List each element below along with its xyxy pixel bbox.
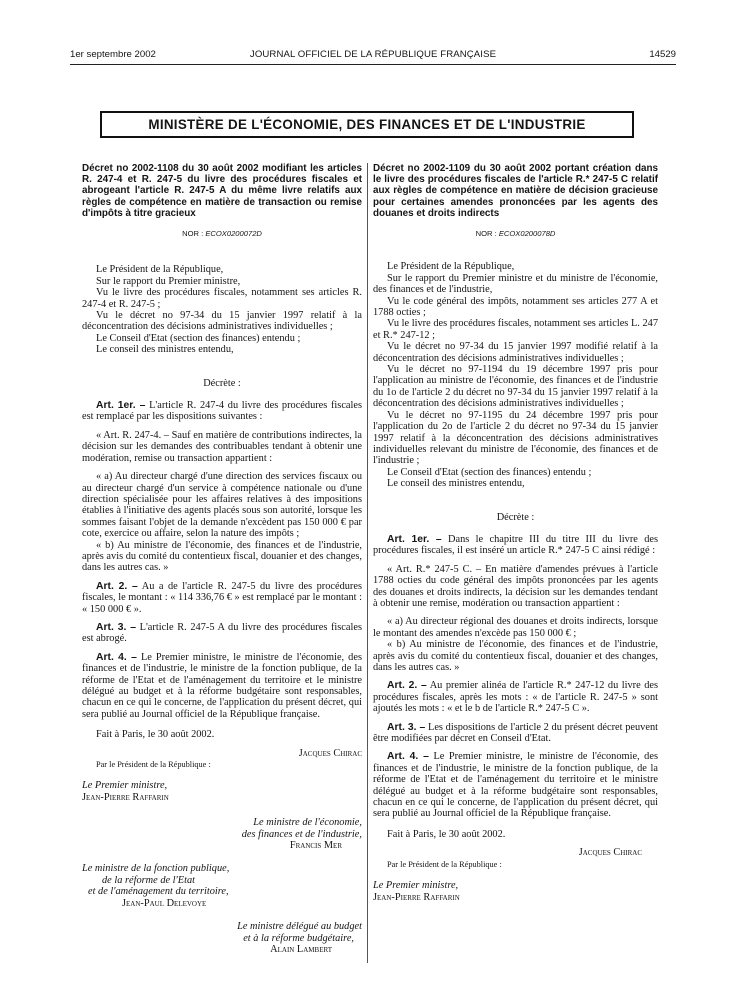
intro-line: Vu le décret no 97-34 du 15 janvier 1997 relatif à la déconcentration des décisions administratives individuelles ; — [82, 310, 362, 333]
par-le-president: Par le Président de la République : — [387, 859, 502, 869]
article-1: Art. 1er. – L'article R. 247-4 du livre des procédures fiscales est remplacé par les dispositions suivantes : — [82, 400, 363, 423]
article-2-label: Art. 2. – — [387, 680, 427, 692]
pm-name: Jean-Pierre Raffarin — [82, 791, 169, 803]
intro-line: Vu le décret no 97-1194 du 19 décembre 1997 pris pour l'application au ministre de l'économie, des finances et de l'industrie du 1o de l'article 2 du décret no 97-34 du 15 janvier 1997 relatif à la déconcentration des décisions administratives individuelles ; — [373, 364, 658, 410]
intro-line: Vu le livre des procédures fiscales, notamment ses articles L. 247 et R.* 247-12 ; — [373, 318, 658, 341]
article-1-para: « a) Au directeur régional des douanes et droits indirects, lorsque le montant des amendes n'excède pas 150 000 € ; — [373, 616, 658, 639]
intro-line: Le Conseil d'Etat (section des finances) entendu ; — [96, 332, 301, 344]
article-1-label: Art. 1er. – — [96, 400, 146, 412]
article-1: Art. 1er. – Dans le chapitre III du titre III du livre des procédures fiscales, il est inséré un article R.* 247-5 C ainsi rédigé : — [373, 533, 658, 557]
decree-title: Décret no 2002-1108 du 30 août 2002 modifiant les articles R. 247-4 et R. 247-5 du livre des procédures fiscales et abrogeant l'article R. 247-5 A du même livre relatifs aux règles de compétence en matière de transaction ou remise d'impôts à titre gracieux — [82, 163, 362, 219]
ministry-title: MINISTÈRE DE L'ÉCONOMIE, DES FINANCES ET DE L'INDUSTRIE — [148, 117, 586, 132]
article-4-label: Art. 4. – — [96, 651, 137, 663]
page-number: 14529 — [649, 49, 676, 60]
decree-left — [82, 163, 362, 955]
article-4-label: Art. 4. – — [387, 751, 429, 763]
nor-reference — [82, 228, 362, 239]
pm-title: Le Premier ministre, — [82, 780, 168, 792]
intro-line: Vu le livre des procédures fiscales, notamment ses articles R. 247-4 et R. 247-5 ; — [82, 287, 362, 310]
article-2: Art. 2. – Au premier alinéa de l'article R.* 247-12 du livre des procédures fiscales, après les mots : « de l'article R. 247-5 » sont ajoutés les mots : « et le b de l'article R.* 247-5 C ». — [373, 680, 658, 715]
fp-signature: Le ministre de la fonction publique, de la réforme de l'Etat et de l'aménagement du territoire, Jean-Paul Delevoye — [82, 863, 230, 909]
intro-line: Le Président de la République, — [387, 261, 515, 273]
par-le-president: Par le Président de la République : — [96, 760, 211, 770]
intro-line: Vu le code général des impôts, notamment ses articles 277 A et 1788 octies ; — [373, 295, 658, 319]
article-4: Art. 4. – Le Premier ministre, le ministre de l'économie, des finances et de l'industrie, le ministre de la fonction publique, de la réforme de l'Etat et de l'aménagement du territoire et le ministre délégué au budget et à la réforme budgétaire sont responsables, chacun en ce qui le concerne, de l'application du présent décret, qui sera publié au Journal officiel de la République française. — [82, 651, 362, 720]
intro-line: Vu le décret no 97-1195 du 24 décembre 1997 pris pour l'application du 2o de l'article 2 du décret no 97-34 du 15 janvier 1997 relatif à la déconcentration des décisions administratives individuelles relevant du ministre de l'économie, des finances et de l'industrie ; — [373, 409, 658, 467]
article-1-para: « b) Au ministre de l'économie, des finances et de l'industrie, après avis du comité du contentieux fiscal, douanier et des changes, dans les autres cas. » — [82, 539, 362, 574]
budget-signature: Le ministre délégué au budget et à la réforme budgétaire, Alain Lambert — [237, 921, 362, 955]
decree-title: Décret no 2002-1109 du 30 août 2002 portant création dans le livre des procédures fiscales de l'article R.* 247-5 C relatif aux règles de compétence en matière de décision gracieuse pour certaines amendes prononcées par les agents des douanes et droits indirects — [373, 163, 658, 219]
intro-line: Le conseil des ministres entendu, — [96, 344, 234, 356]
header-date: 1er septembre 2002 — [70, 49, 156, 60]
intro-line: Le Conseil d'Etat (section des finances) entendu ; — [387, 466, 592, 478]
column-divider — [367, 163, 368, 963]
journal-title: JOURNAL OFFICIEL DE LA RÉPUBLIQUE FRANÇAISE — [249, 49, 497, 60]
header-rule — [70, 64, 676, 65]
article-1-para: « Art. R.* 247-5 C. – En matière d'amendes prévues à l'article 1788 octies du code général des impôts prononcées par les agents des douanes et droits indirects, la décision sur les demandes tendant à obtenir une remise, modération ou transaction appartient : — [373, 563, 658, 609]
intro-line: Vu le décret no 97-34 du 15 janvier 1997 modifié relatif à la déconcentration des décisions administratives individuelles ; — [373, 341, 658, 364]
fait-a-paris: Fait à Paris, le 30 août 2002. — [387, 828, 506, 840]
intro-line: Sur le rapport du Premier ministre et du ministre de l'économie, des finances et de l'industrie, — [373, 272, 658, 296]
decrete-heading: Décrète : — [203, 377, 241, 389]
intro-line: Le Président de la République, — [96, 264, 224, 276]
pm-title: Le Premier ministre, — [373, 880, 459, 892]
article-1-para: « b) Au ministre de l'économie, des finances et de l'industrie, après avis du comité du contentieux fiscal, douanier et des changes, dans les autres cas. » — [373, 639, 658, 674]
intro-line: Sur le rapport du Premier ministre, — [96, 275, 241, 287]
page-header — [70, 45, 676, 65]
nor-code: ECOX0200078D — [498, 229, 556, 239]
signatory-name: Jacques Chirac — [298, 747, 362, 759]
signatory-name: Jacques Chirac — [578, 847, 642, 859]
article-3-label: Art. 3. – — [387, 721, 426, 733]
pm-name: Jean-Pierre Raffarin — [373, 891, 460, 903]
decrete-heading: Décrète : — [496, 511, 535, 523]
fait-a-paris: Fait à Paris, le 30 août 2002. — [96, 729, 215, 741]
ministry-banner — [100, 111, 634, 138]
article-2-label: Art. 2. – — [96, 580, 138, 592]
article-1-label: Art. 1er. – — [387, 533, 442, 545]
nor-label: NOR : — [475, 229, 497, 239]
article-2: Art. 2. – Au a de l'article R. 247-5 du livre des procédures fiscales, le montant : « 114 336,76 € » est remplacé par le montant : « 150 000 € ». — [82, 580, 362, 615]
decree-right — [373, 163, 658, 903]
article-1-para: « Art. R. 247-4. – Sauf en matière de contributions indirectes, la décision sur les demandes des contribuables tendant à obtenir une modération, remise ou transaction appartient : — [82, 429, 362, 464]
eco-signature: Le ministre de l'économie, des finances et de l'industrie, Francis Mer — [241, 817, 362, 852]
intro-line: Le conseil des ministres entendu, — [387, 478, 525, 490]
article-3: Art. 3. – L'article R. 247-5 A du livre des procédures fiscales est abrogé. — [82, 621, 362, 645]
nor-reference — [373, 228, 658, 239]
nor-label: NOR : — [182, 229, 204, 239]
nor-code: ECOX0200072D — [205, 229, 262, 239]
article-3-label: Art. 3. – — [96, 621, 136, 633]
article-4: Art. 4. – Le Premier ministre, le ministre de l'économie, des finances et de l'industrie, le ministre de la fonction publique, de la réforme de l'Etat et de l'aménagement du territoire et le ministre délégué au budget et à la réforme budgétaire sont responsables, chacun en ce qui le concerne, de l'application du présent décret, qui sera publié au Journal officiel de la République française. — [373, 751, 658, 820]
article-3: Art. 3. – Les dispositions de l'article 2 du présent décret peuvent être modifiées par décret en Conseil d'Etat. — [373, 721, 658, 745]
article-1-para: « a) Au directeur chargé d'une direction des services fiscaux ou au directeur chargé d'un service à compétence nationale ou d'une direction spécialisée pour les affaires relatives à des impositions établies à l'initiative des agents placés sous son autorité, lorsque les sommes faisant l'objet de la demande n'excèdent pas 150 000 € par cote, exercice ou affaire, selon la nature des impôts ; — [82, 471, 362, 540]
